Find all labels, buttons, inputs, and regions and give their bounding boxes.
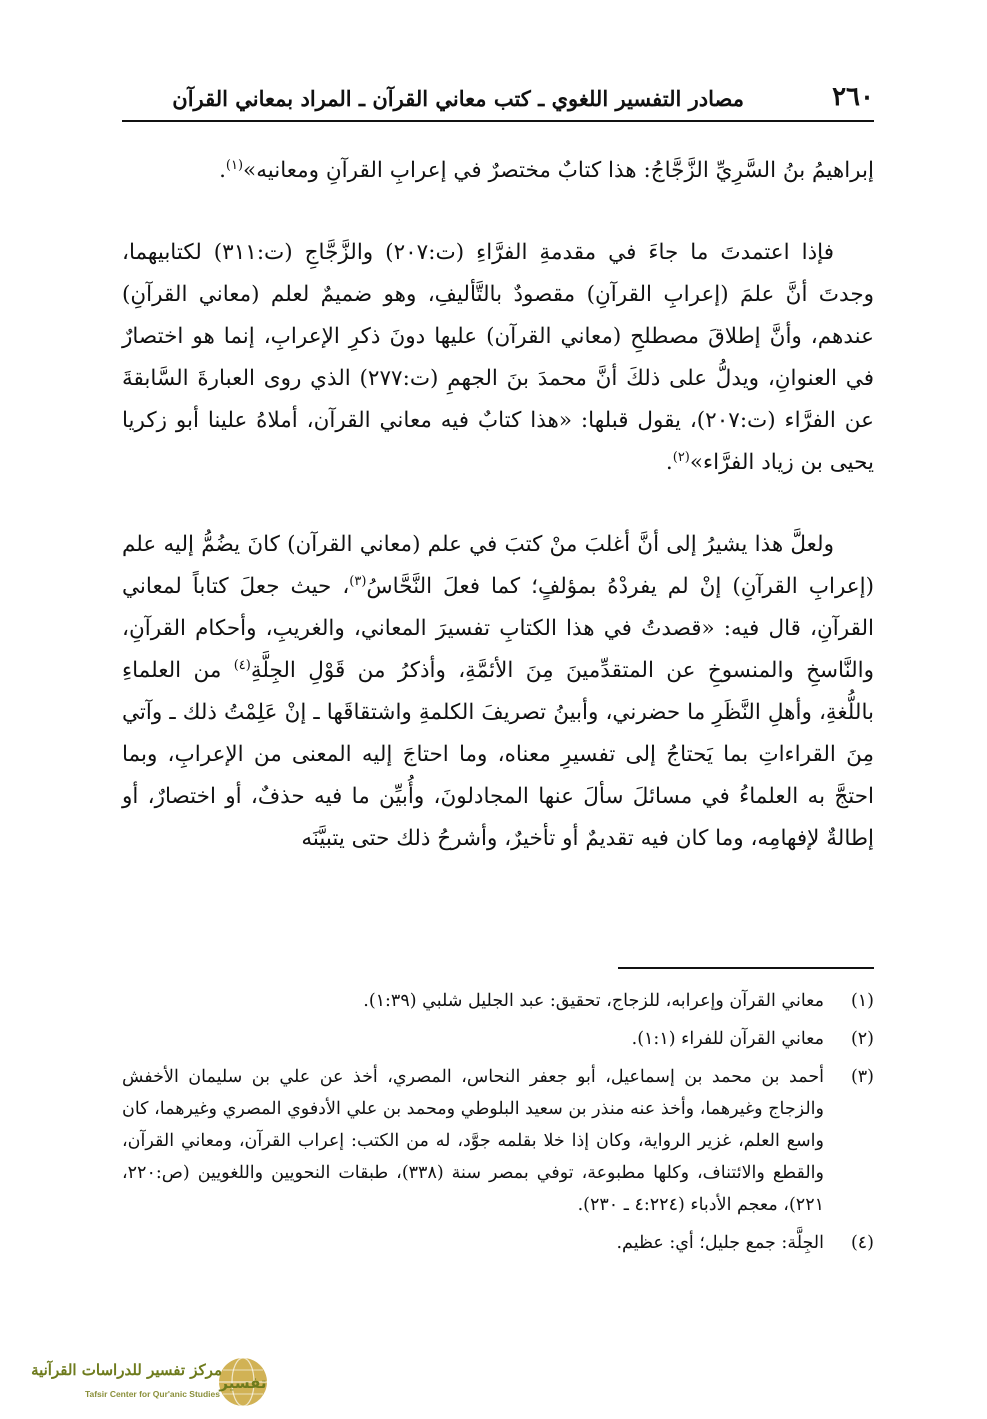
- page-header: [122, 78, 874, 118]
- footnote-ref-4[interactable]: (٤): [233, 657, 251, 673]
- paragraph-2-text: فإذا اعتمدتَ ما جاءَ في مقدمةِ الفرَّاءِ (ت:٢٠٧) والزَّجَّاجِ (ت:٣١١) لكتابيهما، وجدتَ أنَّ علمَ (إعرابِ القرآنِ) مقصودٌ بالتَّأليفِ، وهو ضميمٌ لعلم (معاني القرآنِ) عندهم، وأنَّ إطلاقَ مصطلحِ (معاني القرآن) عليها دونَ ذكرِ الإعرابِ، إنما هو اختصارٌ في العنوانِ، ويدلُّ على ذلكَ أنَّ محمدَ بنَ الجهمِ (ت:٢٧٧) الذي روى العبارةَ السَّابقةَ عن الفرَّاء (ت:٢٠٧)، يقول قبلها: «هذا كتابٌ فيه معاني القرآن، أملاهُ علينا أبو زكريا يحيى بن زياد الفرَّاء»: [122, 240, 874, 475]
- footnote-number: (٤): [850, 1233, 874, 1253]
- paragraph-3-text-b: ، حيث جعلَ كتاباً لمعاني القرآنِ، قال فيه: «قصدتُ في هذا الكتابِ تفسيرَ المعاني، والغريبِ، وأحكام القرآنِ، والنَّاسخِ والمنسوخِ عن المتقدِّمينَ مِنَ الأئمَّةِ، وأذكرُ من قَوْلِ الجِلَّةِ: [122, 574, 875, 683]
- paragraph-3-text-c: من العلماءِ باللُّغةِ، وأهلِ النَّظَرِ ما حضرني، وأبينُ تصريفَ الكلمةِ واشتقاقَها ـ إنْ عَلِمْتُ ذلك ـ وآتي مِنَ القراءاتِ بما يَحتاجُ إلى تفسيرِ معناه، وما احتاجَ إليه المعنى من الإعرابِ، وبما احتجَّ به العلماءُ في مسائلَ سألَ عنها المجادلونَ، وأُبيِّن ما فيه حذفٌ، أو اختصارٌ، أو إطالةٌ لإفهامِه، وما كان فيه تقديمٌ أو تأخيرٌ، وأشرحُ ذلك حتى يتبيَّنَه: [122, 658, 874, 851]
- main-text: [122, 150, 874, 860]
- footnote: [122, 1227, 874, 1259]
- paragraph-1-text: إبراهيمُ بنُ السَّرِيِّ الزَّجَّاجُ: هذا كتابٌ مختصرٌ في إعرابِ القرآنِ ومعانيه»: [243, 158, 874, 183]
- footnote-number: (٣): [850, 1067, 874, 1087]
- footnote-text: الجِلَّة: جمع جليل؛ أي: عظيم.: [616, 1233, 824, 1253]
- footnote-number: (٢): [850, 1029, 874, 1049]
- footnote-text: أحمد بن محمد بن إسماعيل، أبو جعفر النحاس، المصري، أخذ عن علي بن سليمان الأخفش والزجاج وغيرهما، وأخذ عنه منذر بن سعيد البلوطي ومحمد بن علي الأدفوي المصري وغيرهما، كان واسع العلم، غزير الرواية، وكان إذا خلا بقلمه جوَّد، له من الكتب: إعراب القرآن، ومعاني القرآن، والقطع والائتناف، وكلها مطبوعة، توفي بمصر سنة (٣٣٨)، طبقات النحويين واللغويين (ص:٢٢٠، ٢٢١)، معجم الأدباء (٤:٢٢٤ ـ ٢٣٠).: [122, 1067, 824, 1215]
- paragraph-1-tail: .: [219, 158, 226, 183]
- logo-brand-text: مركز تفسير للدراسات القرآنية: [31, 1361, 222, 1379]
- emblem-wordmark: تفسير: [219, 1374, 267, 1392]
- page-number: ٢٦٠: [832, 82, 874, 112]
- footnote: [122, 985, 874, 1017]
- logo-tagline: Tafsir Center for Qur'anic Studies: [84, 1389, 220, 1399]
- paragraph-3: [122, 524, 874, 860]
- footnote: [122, 1023, 874, 1055]
- footnotes: [122, 985, 874, 1265]
- running-title: مصادر التفسير اللغوي ـ كتب معاني القرآن ـ المراد بمعاني القرآن: [172, 86, 744, 111]
- footnote-separator: [618, 967, 874, 969]
- tafsir-center-logo: [8, 1355, 270, 1409]
- header-rule: [122, 120, 874, 122]
- footnote: [122, 1061, 874, 1221]
- paragraph-2: [122, 232, 874, 484]
- paragraph-1: [122, 150, 874, 192]
- footnote-number: (١): [850, 991, 874, 1011]
- footnote-ref-3[interactable]: (٣): [349, 573, 367, 589]
- globe-emblem-icon: [216, 1355, 270, 1409]
- paragraph-2-tail: .: [665, 450, 673, 475]
- paragraph-3-text-a: ولعلَّ هذا يشيرُ إلى أنَّ أغلبَ منْ كتبَ في علم (معاني القرآن) كانَ يضُمُّ إليه علم (إعرابِ القرآنِ) إنْ لم يفردْهُ بمؤلفٍ؛ كما فعلَ النَّحَّاسُ: [122, 532, 874, 599]
- footnote-text: معاني القرآن وإعرابه، للزجاج، تحقيق: عبد الجليل شلبي (١:٣٩).: [363, 991, 824, 1011]
- footnote-ref-1[interactable]: (١): [225, 157, 244, 173]
- footnote-text: معاني القرآن للفراء (١:١).: [631, 1029, 824, 1049]
- footnote-ref-2[interactable]: (٢): [672, 449, 690, 465]
